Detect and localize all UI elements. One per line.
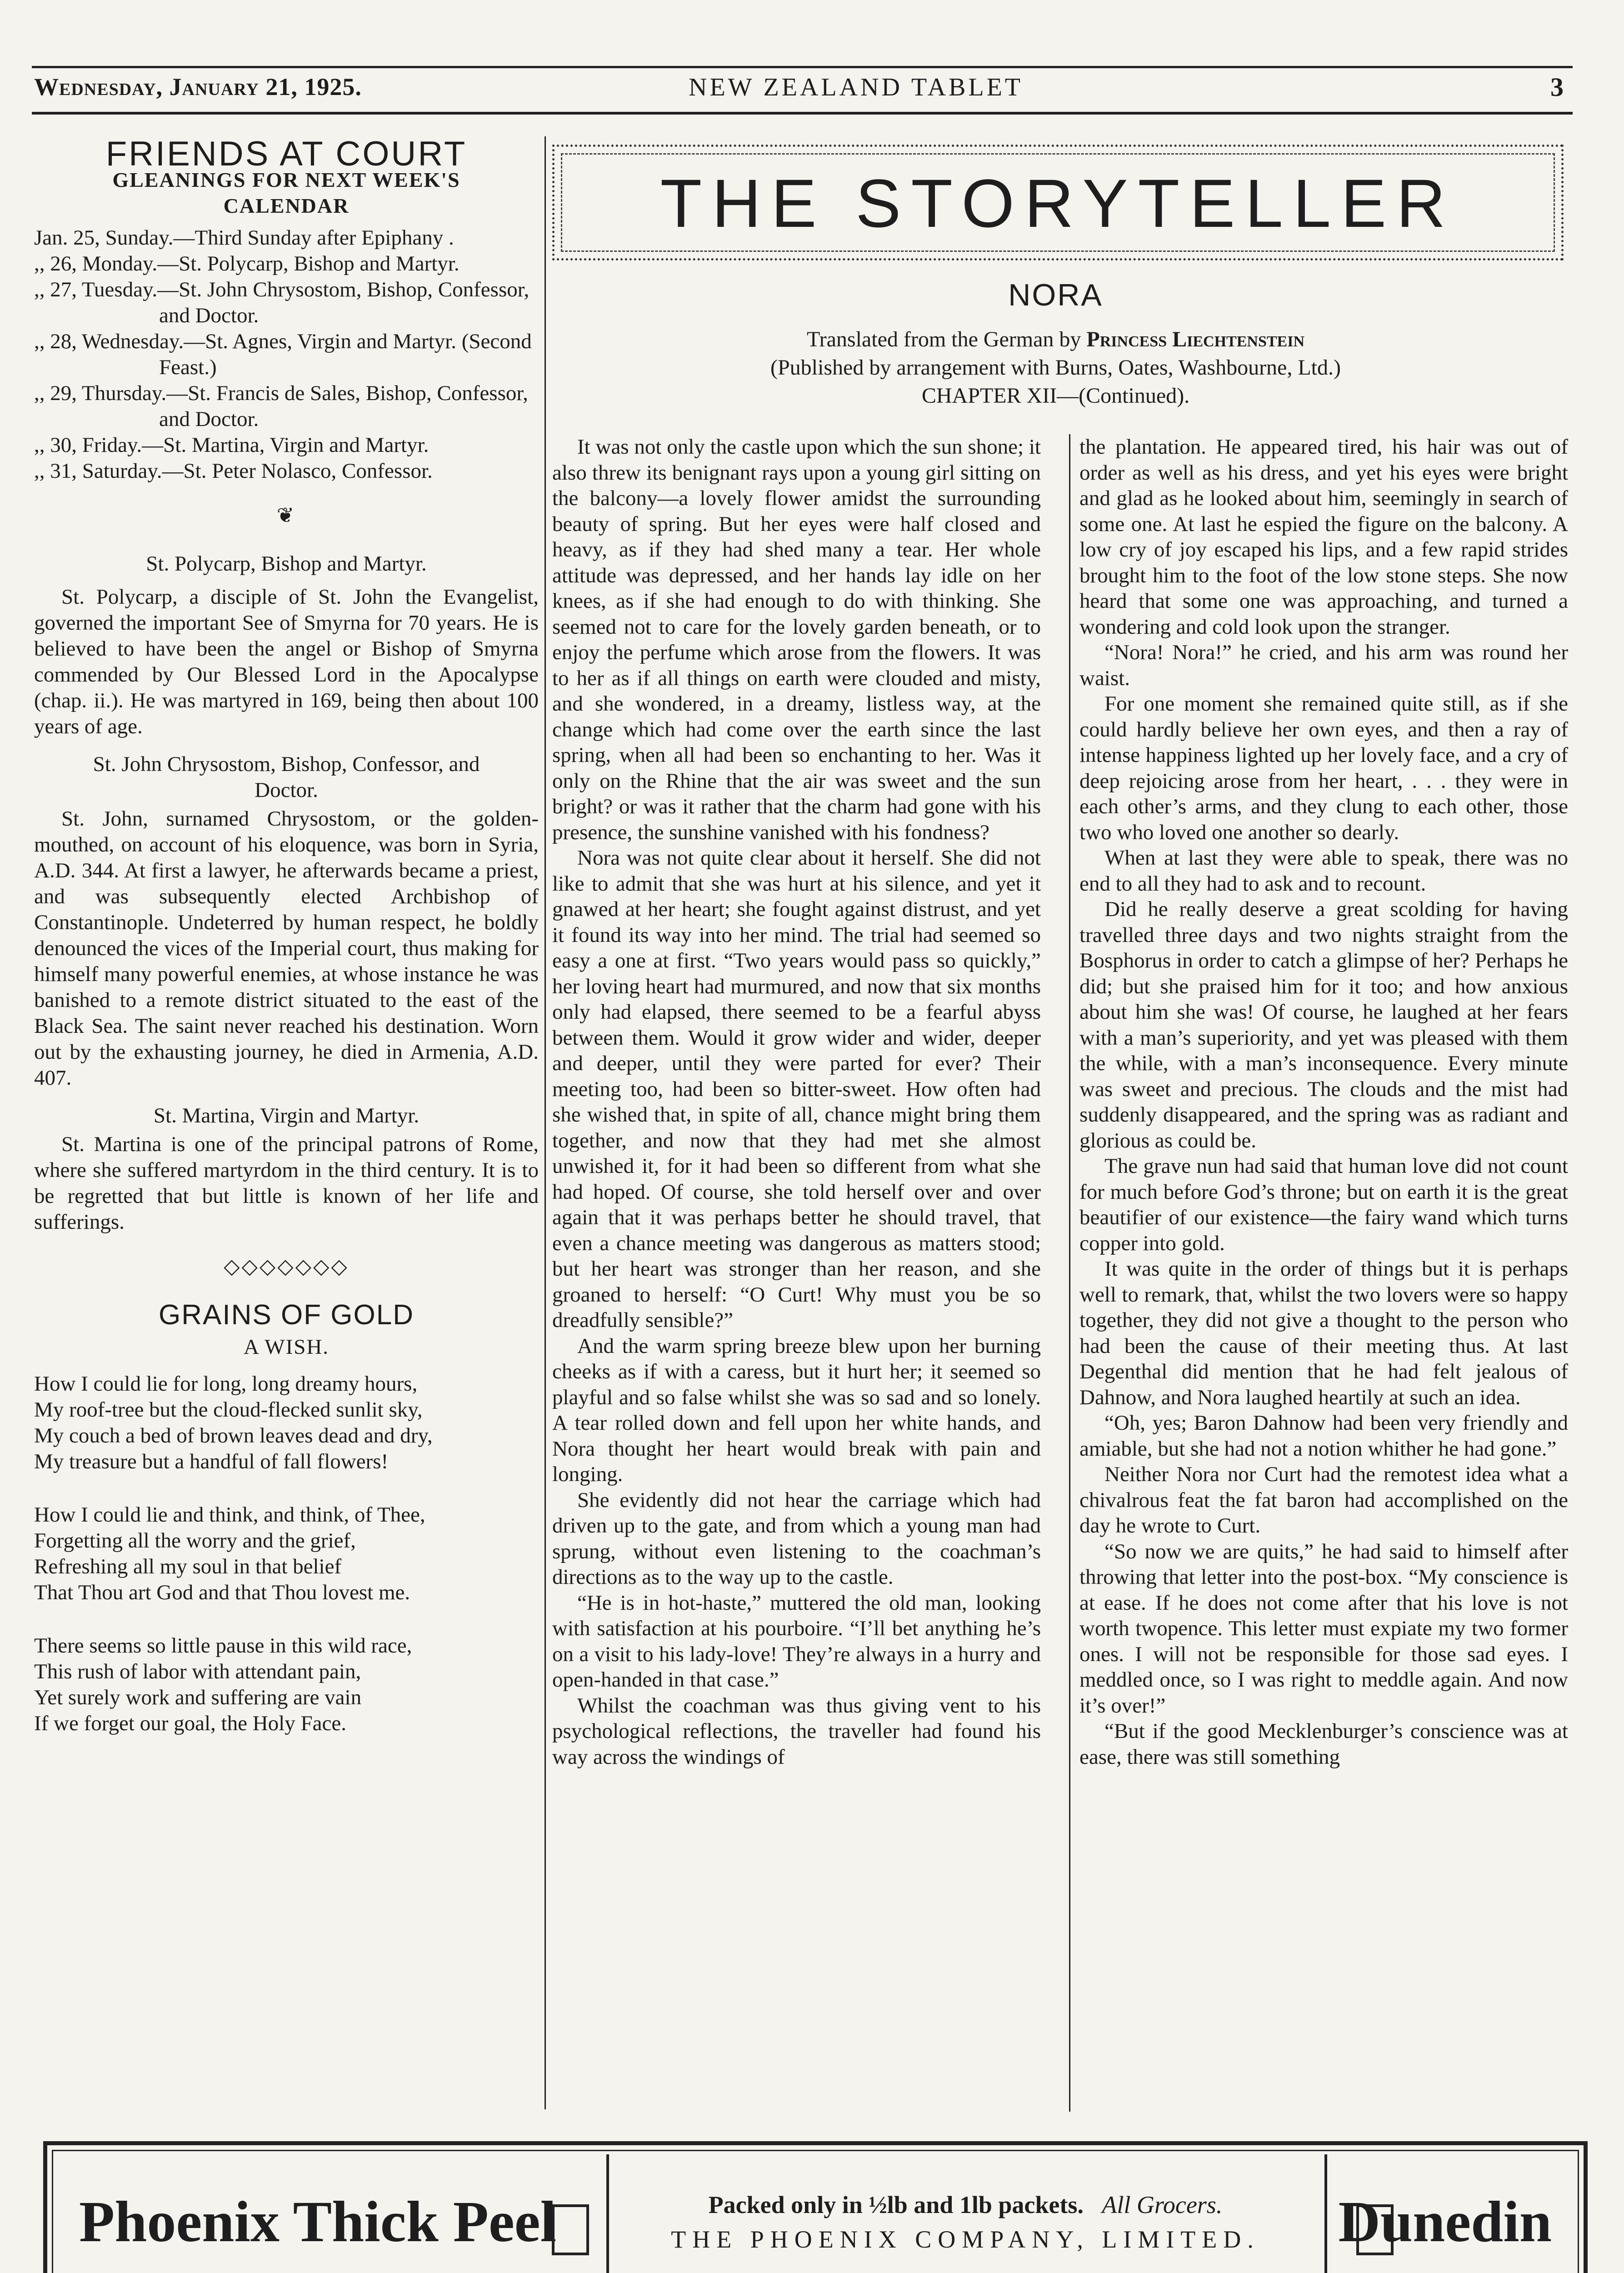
calendar-list xyxy=(34,225,539,484)
calendar-entry: ,, 27, Tuesday.—St. John Chrysostom, Bishop, Confessor, and Doctor. xyxy=(34,278,530,327)
poem-title: A WISH. xyxy=(243,1335,330,1359)
advert-brand: Phoenix Thick Peel xyxy=(79,2189,557,2254)
story-heading xyxy=(552,277,1559,410)
translator-name: Princess Liechtenstein xyxy=(1086,327,1304,351)
translation-credit xyxy=(552,325,1559,354)
calendar-entry: ,, 29, Thursday.—St. Francis de Sales, Bishop, Confessor, and Doctor. xyxy=(34,381,528,431)
story-paragraph: Did he really deserve a great scolding for having travelled three days and two nights straight from the Bosphorus in order to catch a glimpse of her? Perhaps he did; but she praised him for it too; and how anxious about him she was! Of course, he laughed at her fears with a man’s superiority, and yet was pleased with them the while, with a man’s inconsequence. Every minute was sweet and precious. The clouds and the mist had suddenly disappeared, and the spring was as radiant and glorious as could be. xyxy=(1079,897,1568,1152)
poem-line: My roof-tree but the cloud-flecked sunlit sky, xyxy=(34,1398,423,1422)
grains-title: GRAINS OF GOLD xyxy=(159,1299,414,1331)
square-box-icon xyxy=(552,2204,589,2255)
poem-line: There seems so little pause in this wild race, xyxy=(34,1634,412,1657)
diamond-ornament-icon: ◇◇◇◇◇◇◇ xyxy=(224,1255,349,1278)
story-paragraph: When at last they were able to speak, there was no end to all they had to ask and to recount. xyxy=(1079,846,1568,896)
calendar-entry: ,, 30, Friday.—St. Martina, Virgin and Martyr. xyxy=(34,433,429,457)
advert-city: Dunedin xyxy=(1338,2189,1552,2254)
running-head xyxy=(34,68,1568,109)
martina-text: St. Martina is one of the principal patrons of Rome, where she suffered martyrdom in the third century. It is to be regretted that but little is known of her life and sufferings. xyxy=(34,1132,539,1234)
calendar-entry: ,, 31, Saturday.—St. Peter Nolasco, Confessor. xyxy=(34,459,433,483)
poem-line: That Thou art God and that Thou lovest me. xyxy=(34,1581,410,1604)
story-paragraph: “But if the good Mecklenburger’s conscience was at ease, there was still something xyxy=(1079,1719,1568,1769)
polycarp-heading: St. Polycarp, Bishop and Martyr. xyxy=(146,552,427,576)
header-top-rule xyxy=(32,66,1573,68)
poem-line: How I could lie for long, long dreamy hours, xyxy=(34,1372,418,1396)
friends-title: FRIENDS AT COURT xyxy=(105,135,467,173)
poem-stanza-1 xyxy=(34,1371,539,1475)
poem-line: My treasure but a handful of fall flowers! xyxy=(34,1450,389,1473)
story-paragraph: The grave nun had said that human love did not count for much before God’s throne; but on earth it is the great beautifier of our existence—the fairy wand which turns copper into gold. xyxy=(1079,1154,1568,1255)
story-paragraph: “So now we are quits,” he had said to himself after throwing that letter into the post-box. “My conscience is at ease. If he does not come after that his love is not worth twopence. This letter must expiate my two former ones. I will not be responsible for those sad eyes. I meddled once, so I was right to meddle again. And now it’s over!” xyxy=(1079,1539,1568,1717)
flower-ornament-icon: ❦ xyxy=(276,504,296,527)
story-title: NORA xyxy=(1008,278,1103,312)
story-paragraph: It was not only the castle upon which the sun shone; it also threw its benignant rays upon a young girl sitting on the balcony—a lovely flower amidst the surrounding beauty of spring. But her eyes were half closed and heavy, as if they had shed many a tear. Her whole attitude was depressed, and her hands lay idle on her knees, as if she had enough to do with thinking. She seemed not to care for the lovely garden beneath, or to enjoy the perfume which arose from the flowers. It was to her as if all things on earth were clouded and misty, and she wondered, in a dreamy, listless way, at the change which had come over the earth since the last spring, when all had been so enchanting to her. Was it only on the Rhine that the air was sweet and the sun bright? or was it rather that the charm had gone with his presence, the sunshine vanished with his fondness? xyxy=(552,435,1041,844)
poem-line: Refreshing all my soul in that belief xyxy=(34,1555,342,1578)
friends-subtitle-2: CALENDAR xyxy=(223,194,350,217)
story-paragraph: “He is in hot-haste,” muttered the old man, looking with satisfaction at his pourboire. “I’ll bet anything he’s on a visit to his lady-love! They’re always in a hurry and open-handed in that case.” xyxy=(552,1591,1041,1692)
paper-title: NEW ZEALAND TABLET xyxy=(689,73,1024,101)
left-column xyxy=(34,136,539,2109)
column-rule-2 xyxy=(1069,434,1070,2112)
storyteller-banner xyxy=(552,145,1564,260)
martina-heading: St. Martina, Virgin and Martyr. xyxy=(153,1104,420,1127)
advert-divider xyxy=(606,2154,609,2273)
chrysostom-text: St. John, surnamed Chrysostom, or the golden-mouthed, on account of his eloquence, was born in Syria, A.D. 344. At first a lawyer, he afterwards became a priest, and was subsequently elected Archbishop of Constantinople. Undeterred by human respect, he boldly denounced the vices of the Imperial court, thus making for himself many powerful enemies, at whose instance he was banished to a remote district situated to the east of the Black Sea. The saint never reached his destination. Worn out by the exhausting journey, he died in Armenia, A.D. 407. xyxy=(34,807,539,1090)
story-paragraph: She evidently did not hear the carriage which had driven up to the gate, and from which a young man had sprung, without even listening to the coachman’s directions as to the way up to the castle. xyxy=(552,1488,1041,1589)
story-paragraph: “Nora! Nora!” he cried, and his arm was round her waist. xyxy=(1079,641,1568,690)
calendar-entry: ,, 26, Monday.—St. Polycarp, Bishop and Martyr. xyxy=(34,252,460,275)
arrangement-note: (Published by arrangement with Burns, Oates, Washbourne, Ltd.) xyxy=(770,355,1341,380)
poem-stanza-3 xyxy=(34,1633,539,1737)
story-paragraph: “Oh, yes; Baron Dahnow had been very friendly and amiable, but she had not a notion whither he had gone.” xyxy=(1079,1411,1568,1461)
chapter-heading: CHAPTER XII—(Continued). xyxy=(921,384,1190,408)
advert-grocers: All Grocers. xyxy=(1102,2191,1223,2218)
poem-line: How I could lie and think, and think, of Thee, xyxy=(34,1503,425,1527)
story-paragraph: Nora was not quite clear about it herself. She did not like to admit that she was hurt at his silence, and yet it gnawed at her heart; she fought against distrust, and yet it found its way into her mind. The trial had seemed so easy a one at first. “Two years would pass so quickly,” her loving heart had murmured, and now that six months only had elapsed, there seemed to be a fearful abyss between them. Would it grow wider and wider, deeper and deeper, until they were parted for ever? Their meeting too, had been so bitter-sweet. How often had she wished that, in spite of all, chance might bring them together, and now that they had met she almost unwished it, for it had been so different from what she had hoped. Of course, she told herself over and over again that it was perhaps better he should travel, that even a chance meeting was dangerous as matters stood; but her heart was stronger than her reason, and she groaned to herself: “O Curt! Why must you be so dreadfully sensible?” xyxy=(552,846,1041,1332)
page-number: 3 xyxy=(1550,72,1564,102)
poem-stanza-2 xyxy=(34,1502,539,1606)
poem-line: If we forget our goal, the Holy Face. xyxy=(34,1712,346,1735)
advert-divider xyxy=(1324,2154,1327,2273)
story-paragraph: the plantation. He appeared tired, his hair was out of order as well as his dress, and yet his eyes were bright and glad as he looked about him, seemingly in search of some one. At last he espied the figure on the balcony. A low cry of joy escaped his lips, and a few rapid strides brought him to the foot of the low stone steps. She now heard that some one was approaching, and turned a wondering and cold look upon the stranger. xyxy=(1079,435,1568,639)
issue-date: Wednesday, January 21, 1925. xyxy=(34,73,362,100)
phoenix-advertisement xyxy=(43,2141,1588,2273)
chrysostom-heading: St. John Chrysostom, Bishop, Confessor, and Doctor. xyxy=(93,752,480,802)
advert-center xyxy=(625,2191,1306,2253)
poem-line: Forgetting all the worry and the grief, xyxy=(34,1529,356,1552)
story-paragraph: And the warm spring breeze blew upon her burning cheeks as if with a caress, but it hurt her; it seemed so playful and so false whilst she was so sad and so lonely. A tear rolled down and fell upon her white hands, and Nora thought her heart would break with pain and longing. xyxy=(552,1334,1041,1486)
header-rule xyxy=(32,112,1573,115)
poem-line: Yet surely work and suffering are vain xyxy=(34,1686,362,1709)
polycarp-text: St. Polycarp, a disciple of St. John the Evangelist, governed the important See of Smyrna for 70 years. He is believed to have been the angel or Bishop of Smyrna commended by Our Blessed Lord in the Apocalypse (chap. ii.). He was martyred in 169, being then about 100 years of age. xyxy=(34,585,539,738)
storyteller-title: THE STORYTELLER xyxy=(660,165,1456,241)
story-paragraph: Neither Nora nor Curt had the remotest idea what a chivalrous feat the fat baron had accomplished on the day he wrote to Curt. xyxy=(1079,1462,1568,1537)
advert-packed-line xyxy=(625,2191,1306,2219)
story-column-1 xyxy=(552,434,1041,2116)
story-paragraph: For one moment she remained quite still, as if she could hardly believe her own eyes, and then a ray of intense happiness lighted up her lovely face, and a cry of deep rejoicing arose from her heart, . . . they were in each other’s arms, and they clung to each other, those two who loved one another so dearly. xyxy=(1079,692,1568,844)
friends-subtitle: GLEANINGS FOR NEXT WEEK'S xyxy=(112,168,460,191)
calendar-entry: Jan. 25, Sunday.—Third Sunday after Epiphany . xyxy=(34,226,454,250)
story-column-2 xyxy=(1079,434,1568,2116)
poem-line: This rush of labor with attendant pain, xyxy=(34,1660,361,1683)
translated-prefix: Translated from the German by xyxy=(806,327,1081,351)
advert-packed: Packed only in ½lb and 1lb packets. xyxy=(708,2191,1084,2218)
story-paragraph: Whilst the coachman was thus giving vent to his psychological reflections, the traveller had found his way across the windings of xyxy=(552,1693,1041,1769)
advert-company: THE PHOENIX COMPANY, LIMITED. xyxy=(671,2226,1260,2253)
calendar-entry: ,, 28, Wednesday.—St. Agnes, Virgin and Martyr. (Second Feast.) xyxy=(34,330,532,379)
poem-line: My couch a bed of brown leaves dead and dry, xyxy=(34,1424,433,1447)
story-paragraph: It was quite in the order of things but it is perhaps well to remark, that, whilst the two lovers were so happy together, they did not give a thought to the person who had been the cause of their meeting thus. At last Degenthal did mention that he had felt jealous of Dahnow, and Nora laughed heartily at such an idea. xyxy=(1079,1257,1568,1409)
column-rule-1 xyxy=(545,136,546,2109)
